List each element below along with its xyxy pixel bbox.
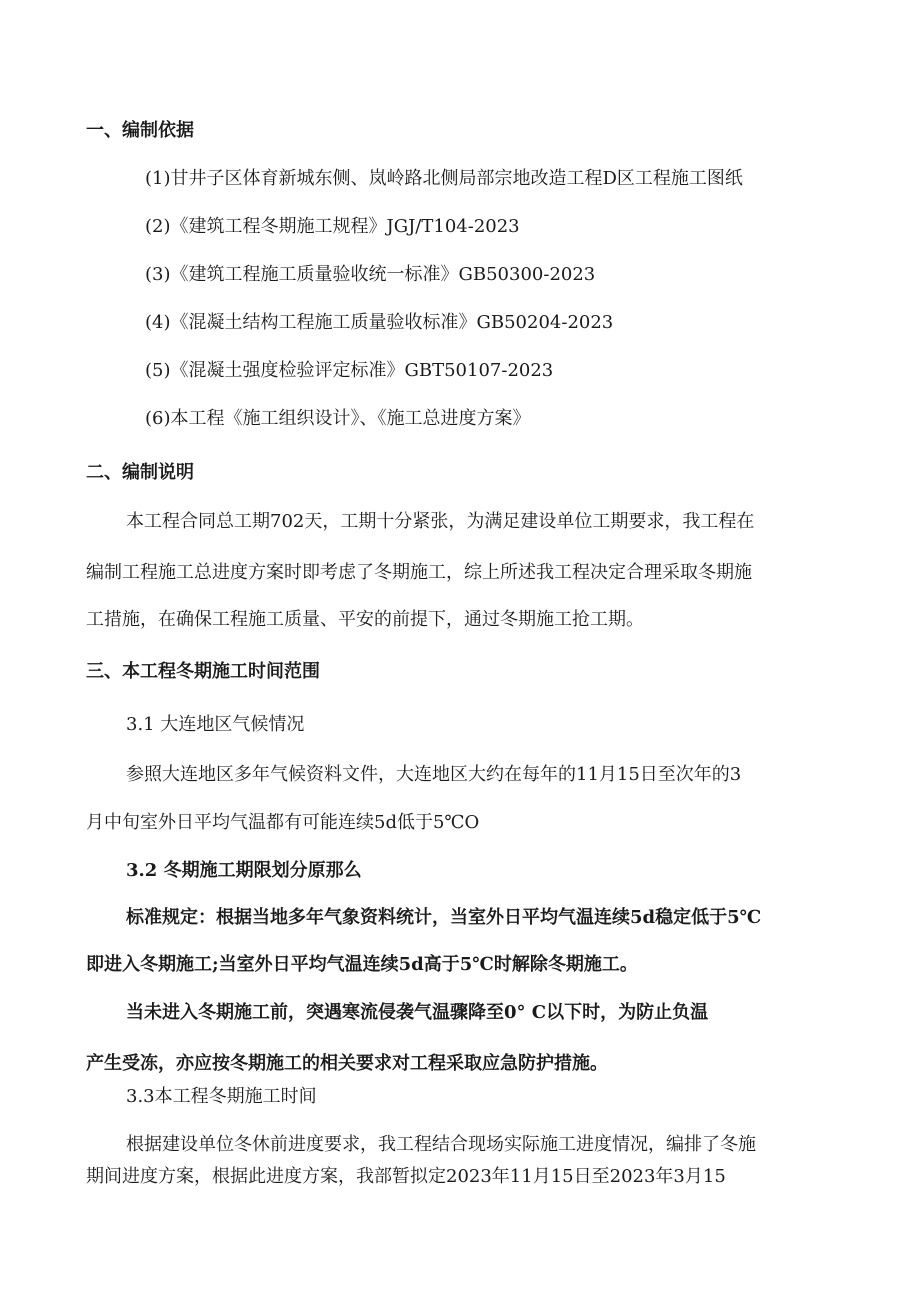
subsection-3-2-heading: 3.2 冬期施工期限划分原那么 <box>126 860 362 881</box>
paragraph-line: 即进入冬期施工;当室外日平均气温连续5d高于5℃时解除冬期施工。 <box>86 954 638 975</box>
paragraph-line: 标准规定：根据当地多年气象资料统计，当室外日平均气温连续5d稳定低于5℃ <box>126 907 762 928</box>
paragraph-line: 本工程合同总工期702天，工期十分紧张，为满足建设单位工期要求，我工程在 <box>126 511 755 532</box>
reference-item-6: (6)本工程《施工组织设计》、《施工总进度方案》 <box>145 408 531 429</box>
reference-item-4: (4)《混凝土结构工程施工质量验收标准》GB50204-2023 <box>145 312 614 333</box>
reference-item-2: (2)《建筑工程冬期施工规程》JGJ/T104-2023 <box>145 216 520 237</box>
reference-item-5: (5)《混凝土强度检验评定标准》GBT50107-2023 <box>145 360 554 381</box>
section-2-heading: 二、编制说明 <box>86 462 194 483</box>
section-3-heading: 三、本工程冬期施工时间范围 <box>86 661 320 682</box>
paragraph-line: 根据建设单位冬休前进度要求，我工程结合现场实际施工进度情况，编排了冬施 <box>126 1134 756 1155</box>
paragraph-line: 当未进入冬期施工前，突遇寒流侵袭气温骤降至0° C以下时，为防止负温 <box>126 1002 709 1023</box>
subsection-3-1-heading: 3.1 大连地区气候情况 <box>126 714 305 735</box>
paragraph-line: 工措施，在确保工程施工质量、平安的前提下，通过冬期施工抢工期。 <box>86 609 644 630</box>
paragraph-line: 产生受冻，亦应按冬期施工的相关要求对工程采取应急防护措施。 <box>86 1053 608 1074</box>
paragraph-line: 月中旬室外日平均气温都有可能连续5d低于5℃O <box>86 812 480 833</box>
paragraph-line: 期间进度方案，根据此进度方案，我部暂拟定2023年11月15日至2023年3月15 <box>86 1166 726 1187</box>
reference-item-1: (1)甘井子区体育新城东侧、岚岭路北侧局部宗地改造工程D区工程施工图纸 <box>145 168 743 189</box>
reference-item-3: (3)《建筑工程施工质量验收统一标准》GB50300-2023 <box>145 264 596 285</box>
paragraph-line: 编制工程施工总进度方案时即考虑了冬期施工，综上所述我工程决定合理采取冬期施 <box>86 562 752 583</box>
paragraph-line: 参照大连地区多年气候资料文件，大连地区大约在每年的11月15日至次年的3 <box>126 764 742 785</box>
subsection-3-3-heading: 3.3本工程冬期施工时间 <box>126 1086 317 1107</box>
section-1-heading: 一、编制依据 <box>86 120 194 141</box>
